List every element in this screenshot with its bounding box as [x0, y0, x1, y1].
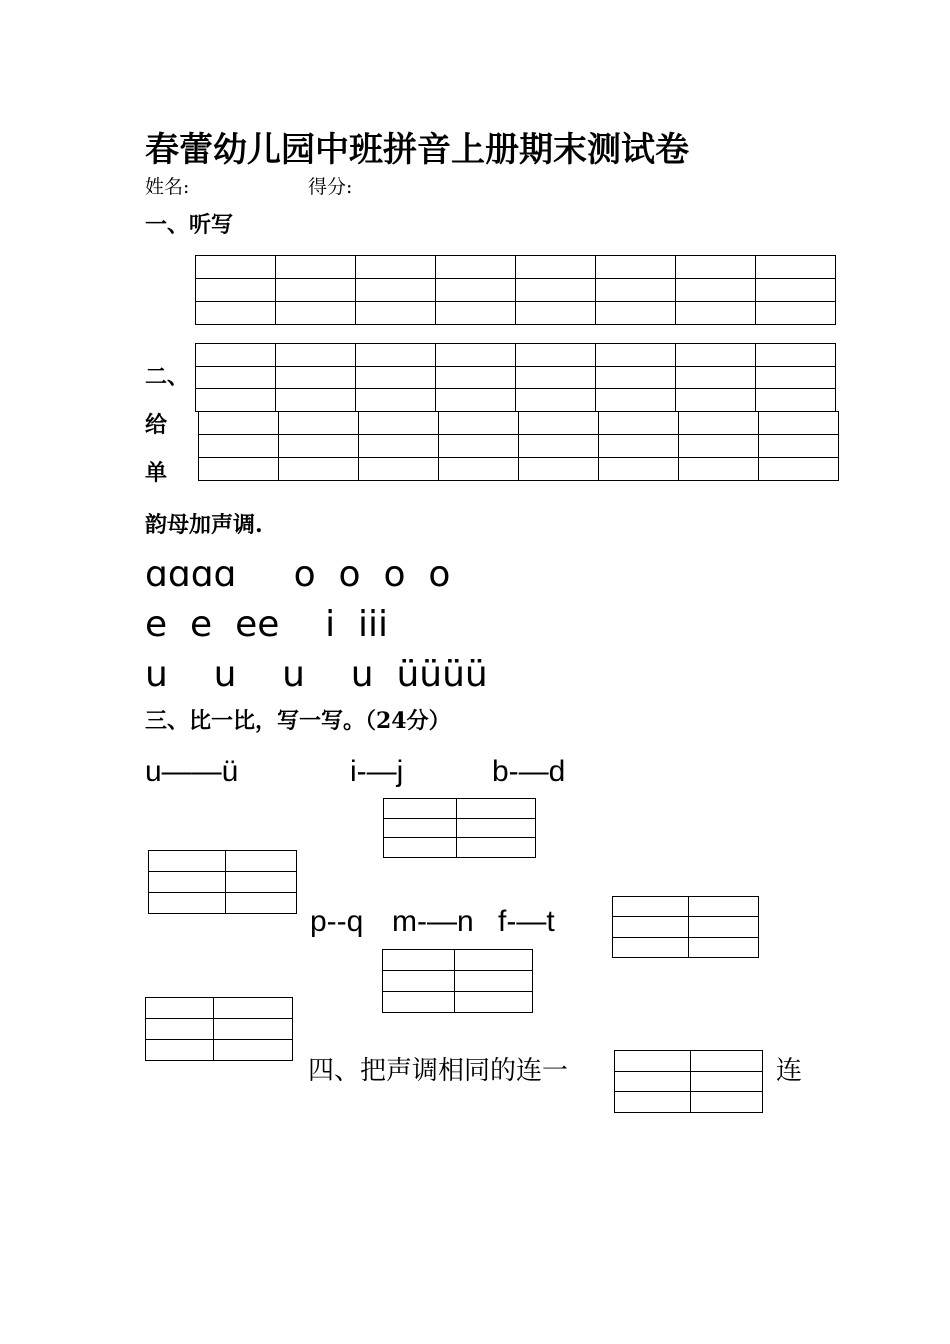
writing-grid-3 — [198, 411, 839, 481]
compare-pair-i-j: i-—j — [350, 755, 404, 788]
small-grid-6 — [614, 1050, 763, 1113]
vowel-row-e-i: e e ee i iii — [145, 604, 389, 645]
section-2-heading-part-4: 韵母加声调. — [145, 512, 263, 538]
compare-pair-m-n: m-—n — [392, 905, 474, 938]
writing-grid-2 — [195, 343, 836, 412]
page-title: 春蕾幼儿园中班拼音上册期末测试卷 — [145, 130, 689, 170]
dictation-grid-1 — [195, 255, 836, 325]
small-grid-3 — [612, 896, 759, 958]
name-label: 姓名: — [145, 176, 190, 198]
section-4-heading: 四、把声调相同的连一 — [308, 1056, 569, 1086]
section-3-heading: 三、比一比，写一写。（24分） — [145, 708, 451, 734]
section-1-heading: 一、听写 — [145, 212, 234, 238]
small-grid-5 — [145, 997, 293, 1061]
section-2-heading-part-1: 二、 — [145, 364, 190, 390]
score-label: 得分: — [308, 176, 353, 198]
section-2-heading-part-3: 单 — [145, 460, 168, 486]
small-grid-4 — [382, 949, 533, 1013]
small-grid-1 — [383, 798, 536, 858]
compare-pair-f-t: f-—t — [498, 905, 555, 938]
compare-pair-p-q: p--q — [310, 905, 364, 938]
vowel-row-a-o: ɑɑɑɑ o o o o — [145, 554, 451, 595]
compare-pair-b-d: b-—d — [492, 755, 566, 788]
section-4-heading-tail: 连 — [776, 1056, 803, 1086]
section-2-heading-part-2: 给 — [145, 412, 168, 438]
vowel-row-u-v: u u u u üüüü — [145, 654, 488, 695]
compare-pair-u-v: u——ü — [145, 755, 239, 788]
small-grid-2 — [148, 850, 297, 914]
